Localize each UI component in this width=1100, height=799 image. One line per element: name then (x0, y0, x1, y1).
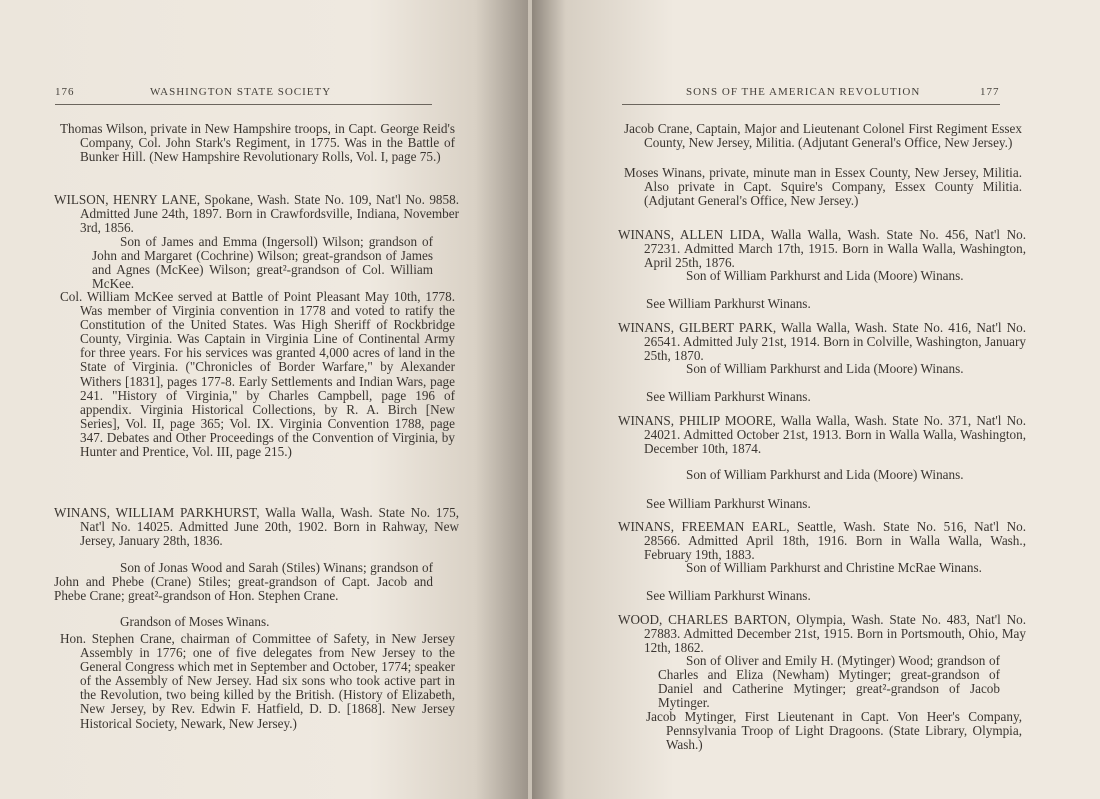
entry-winans-philip-moore: WINANS, PHILIP MOORE, Walla Walla, Wash. State No. 371, Nat'l No. 24021. Admitted October 21st, 1913. Born in Walla Walla, Washington, December 10th, 1874. (618, 413, 1026, 457)
lineage-winans-philip-moore: Son of William Parkhurst and Lida (Moore) Winans. (686, 467, 964, 482)
see-winans-philip-moore: See William Parkhurst Winans. (646, 496, 811, 511)
page-number-right: 177 (980, 86, 1000, 98)
entry-winans-freeman-earl: WINANS, FREEMAN EARL, Seattle, Wash. State No. 516, Nat'l No. 28566. Admitted April 18th, 1916. Born in Walla Walla, Wash., February 19th, 1883. (618, 519, 1026, 563)
note-william-mckee: Col. William McKee served at Battle of Point Pleasant May 10th, 1778. Was member of Virginia convention in 1778 and voted to ratify the Constitution of the United States. Was High Sheriff of Rockbridge County, Virginia. Was Captain in Virginia Line of Continental Army for three years. For his services was granted 4,000 acres of land in the State of Virginia. ("Chronicles of Border Warfare," by Alexander Withers [1831], pages 177-8. Early Settlements and Indian Wars, page 241. "History of Virginia," by Charles Campbell, page 196 of appendix. Virginia Historical Collections, by R. A. Birch [New Series], Vol. II, page 365; Vol. IX. Virginia Convention 1788, page 347. Debates and Other Proceedings of the Convention of Virginia, by Hunter and Prentice, Vol. III, page 215.) (60, 289, 455, 460)
lineage-wilson-henry-lane: Son of James and Emma (Ingersoll) Wilson; grandson of John and Margaret (Cochrine) Wilson; great-grandson of James and Agnes (McKee) Wilson; great²-grandson of Col. William McKee. (92, 234, 433, 292)
note-moses-winans: Moses Winans, private, minute man in Essex County, New Jersey, Militia. Also private in Capt. Squire's Company, Essex County Militia. (Adjutant General's Office, New Jersey.) (624, 165, 1022, 209)
lineage-winans-william-parkhurst-2: Grandson of Moses Winans. (120, 614, 270, 629)
lineage-wood-charles-barton: Son of Oliver and Emily H. (Mytinger) Wood; grandson of Charles and Eliza (Newham) Mytinger; great-grandson of Daniel and Catherine Mytinger; great²-grandson of Jacob Mytinger. (658, 653, 1000, 711)
header-rule-left (55, 104, 432, 105)
see-winans-gilbert-park: See William Parkhurst Winans. (646, 389, 811, 404)
running-head-right: SONS OF THE AMERICAN REVOLUTION (686, 86, 921, 98)
note-jacob-mytinger: Jacob Mytinger, First Lieutenant in Capt. Von Heer's Company, Pennsylvania Troop of Light Dragoons. (State Library, Olympia, Wash.) (646, 709, 1022, 753)
entry-winans-william-parkhurst: WINANS, WILLIAM PARKHURST, Walla Walla, Wash. State No. 175, Nat'l No. 14025. Admitted June 20th, 1902. Born in Rahway, New Jersey, January 28th, 1836. (54, 505, 459, 549)
lineage-winans-allen-lida: Son of William Parkhurst and Lida (Moore) Winans. (686, 268, 964, 283)
page-number-left: 176 (55, 86, 75, 98)
header-rule-right (622, 104, 1000, 105)
entry-winans-allen-lida: WINANS, ALLEN LIDA, Walla Walla, Wash. State No. 456, Nat'l No. 27231. Admitted March 17th, 1915. Born in Walla Walla, Washington, April 25th, 1876. (618, 227, 1026, 271)
note-thomas-wilson: Thomas Wilson, private in New Hampshire troops, in Capt. George Reid's Company, Col. John Stark's Regiment, in 1775. Was in the Battle of Bunker Hill. (New Hampshire Revolutionary Rolls, Vol. I, page 75.) (60, 121, 455, 165)
note-stephen-crane: Hon. Stephen Crane, chairman of Committee of Safety, in New Jersey Assembly in 1776; one of five delegates from New Jersey to the General Congress which met in September and October, 1774; speaker of the Assembly of New Jersey. Had six sons who took active part in the Revolution, two being killed by the British. (History of Elizabeth, New Jersey, by Rev. Edwin F. Hatfield, D. D. [1868]. New Jersey Historical Society, Newark, New Jersey.) (60, 631, 455, 731)
left-page (0, 0, 528, 799)
lineage-winans-freeman-earl: Son of William Parkhurst and Christine McRae Winans. (686, 560, 982, 575)
entry-winans-gilbert-park: WINANS, GILBERT PARK, Walla Walla, Wash. State No. 416, Nat'l No. 26541. Admitted July 21st, 1914. Born in Colville, Washington, January 25th, 1870. (618, 320, 1026, 364)
running-head-left: WASHINGTON STATE SOCIETY (150, 86, 332, 98)
entry-wilson-henry-lane: WILSON, HENRY LANE, Spokane, Wash. State No. 109, Nat'l No. 9858. Admitted June 24th, 1897. Born in Crawfordsville, Indiana, November 3rd, 1856. (54, 192, 459, 236)
entry-wood-charles-barton: WOOD, CHARLES BARTON, Olympia, Wash. State No. 483, Nat'l No. 27883. Admitted December 21st, 1915. Born in Portsmouth, Ohio, May 12th, 1862. (618, 612, 1026, 656)
right-page (532, 0, 1100, 799)
see-winans-freeman-earl: See William Parkhurst Winans. (646, 588, 811, 603)
note-jacob-crane: Jacob Crane, Captain, Major and Lieutenant Colonel First Regiment Essex County, New Jersey, Militia. (Adjutant General's Office, New Jersey.) (624, 121, 1022, 151)
see-winans-allen-lida: See William Parkhurst Winans. (646, 296, 811, 311)
lineage-winans-gilbert-park: Son of William Parkhurst and Lida (Moore) Winans. (686, 361, 964, 376)
lineage-winans-william-parkhurst: Son of Jonas Wood and Sarah (Stiles) Winans; grandson of John and Phebe (Crane) Stiles; great-grandson of Capt. Jacob and Phebe Crane; great²-grandson of Hon. Stephen Crane. (54, 560, 433, 604)
